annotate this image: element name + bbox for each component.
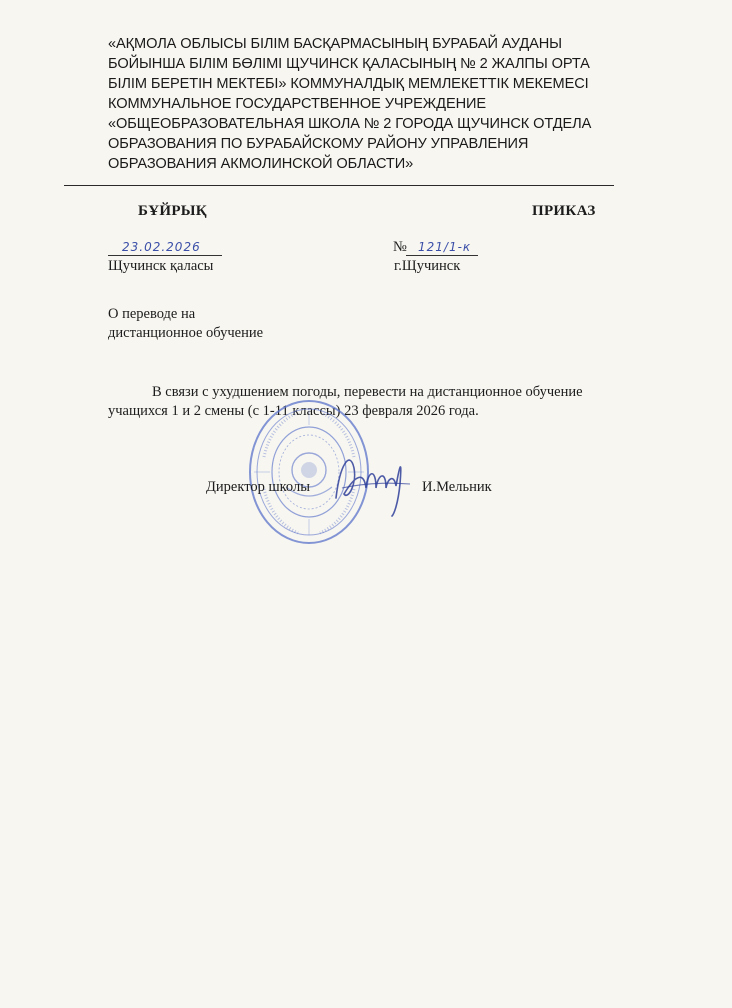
organization-header	[108, 34, 688, 174]
city-kz: Щучинск қаласы	[108, 258, 214, 274]
header-line: БІЛІМ БЕРЕТІН МЕКТЕБІ» КОММУНАЛДЫҚ МЕМЛЕКЕТТІК МЕКЕМЕСІ	[108, 76, 589, 92]
date-underline	[108, 255, 222, 256]
signature-title: Директор школы	[206, 479, 310, 495]
handwritten-signature	[330, 444, 414, 518]
number-label: №	[393, 239, 407, 255]
body-line: учащихся 1 и 2 смены (с 1-11 классы) 23 февраля 2026 года.	[108, 403, 479, 419]
header-line: «ОБЩЕОБРАЗОВАТЕЛЬНАЯ ШКОЛА № 2 ГОРОДА ЩУЧИНСК ОТДЕЛА	[108, 116, 592, 132]
signatory-name: И.Мельник	[422, 479, 492, 495]
header-line: ОБРАЗОВАНИЯ ПО БУРАБАЙСКОМУ РАЙОНУ УПРАВЛЕНИЯ	[108, 136, 529, 152]
handwritten-number: 121/1-к	[418, 240, 472, 254]
header-line: ОБРАЗОВАНИЯ АКМОЛИНСКОЙ ОБЛАСТИ»	[108, 156, 414, 172]
subject-line: О переводе на	[108, 306, 196, 322]
order-body	[108, 383, 668, 421]
header-line: «АҚМОЛА ОБЛЫСЫ БІЛІМ БАСҚАРМАСЫНЫҢ БУРАБАЙ АУДАНЫ	[108, 36, 562, 52]
city-ru: г.Щучинск	[394, 258, 461, 274]
header-divider	[64, 185, 614, 186]
order-subject	[108, 305, 263, 343]
doc-kind-ru: ПРИКАЗ	[532, 203, 596, 219]
subject-line: дистанционное обучение	[108, 325, 264, 341]
header-line: БОЙЫНША БІЛІМ БӨЛІМІ ЩУЧИНСК ҚАЛАСЫНЫҢ № 2 ЖАЛПЫ ОРТА	[108, 56, 590, 72]
handwritten-date: 23.02.2026	[122, 240, 201, 254]
number-underline	[406, 255, 478, 256]
header-line: КОММУНАЛЬНОЕ ГОСУДАРСТВЕННОЕ УЧРЕЖДЕНИЕ	[108, 96, 487, 112]
doc-kind-kz: БҰЙРЫҚ	[138, 203, 207, 219]
body-line: В связи с ухудшением погоды, перевести на дистанционное обучение	[152, 384, 583, 400]
